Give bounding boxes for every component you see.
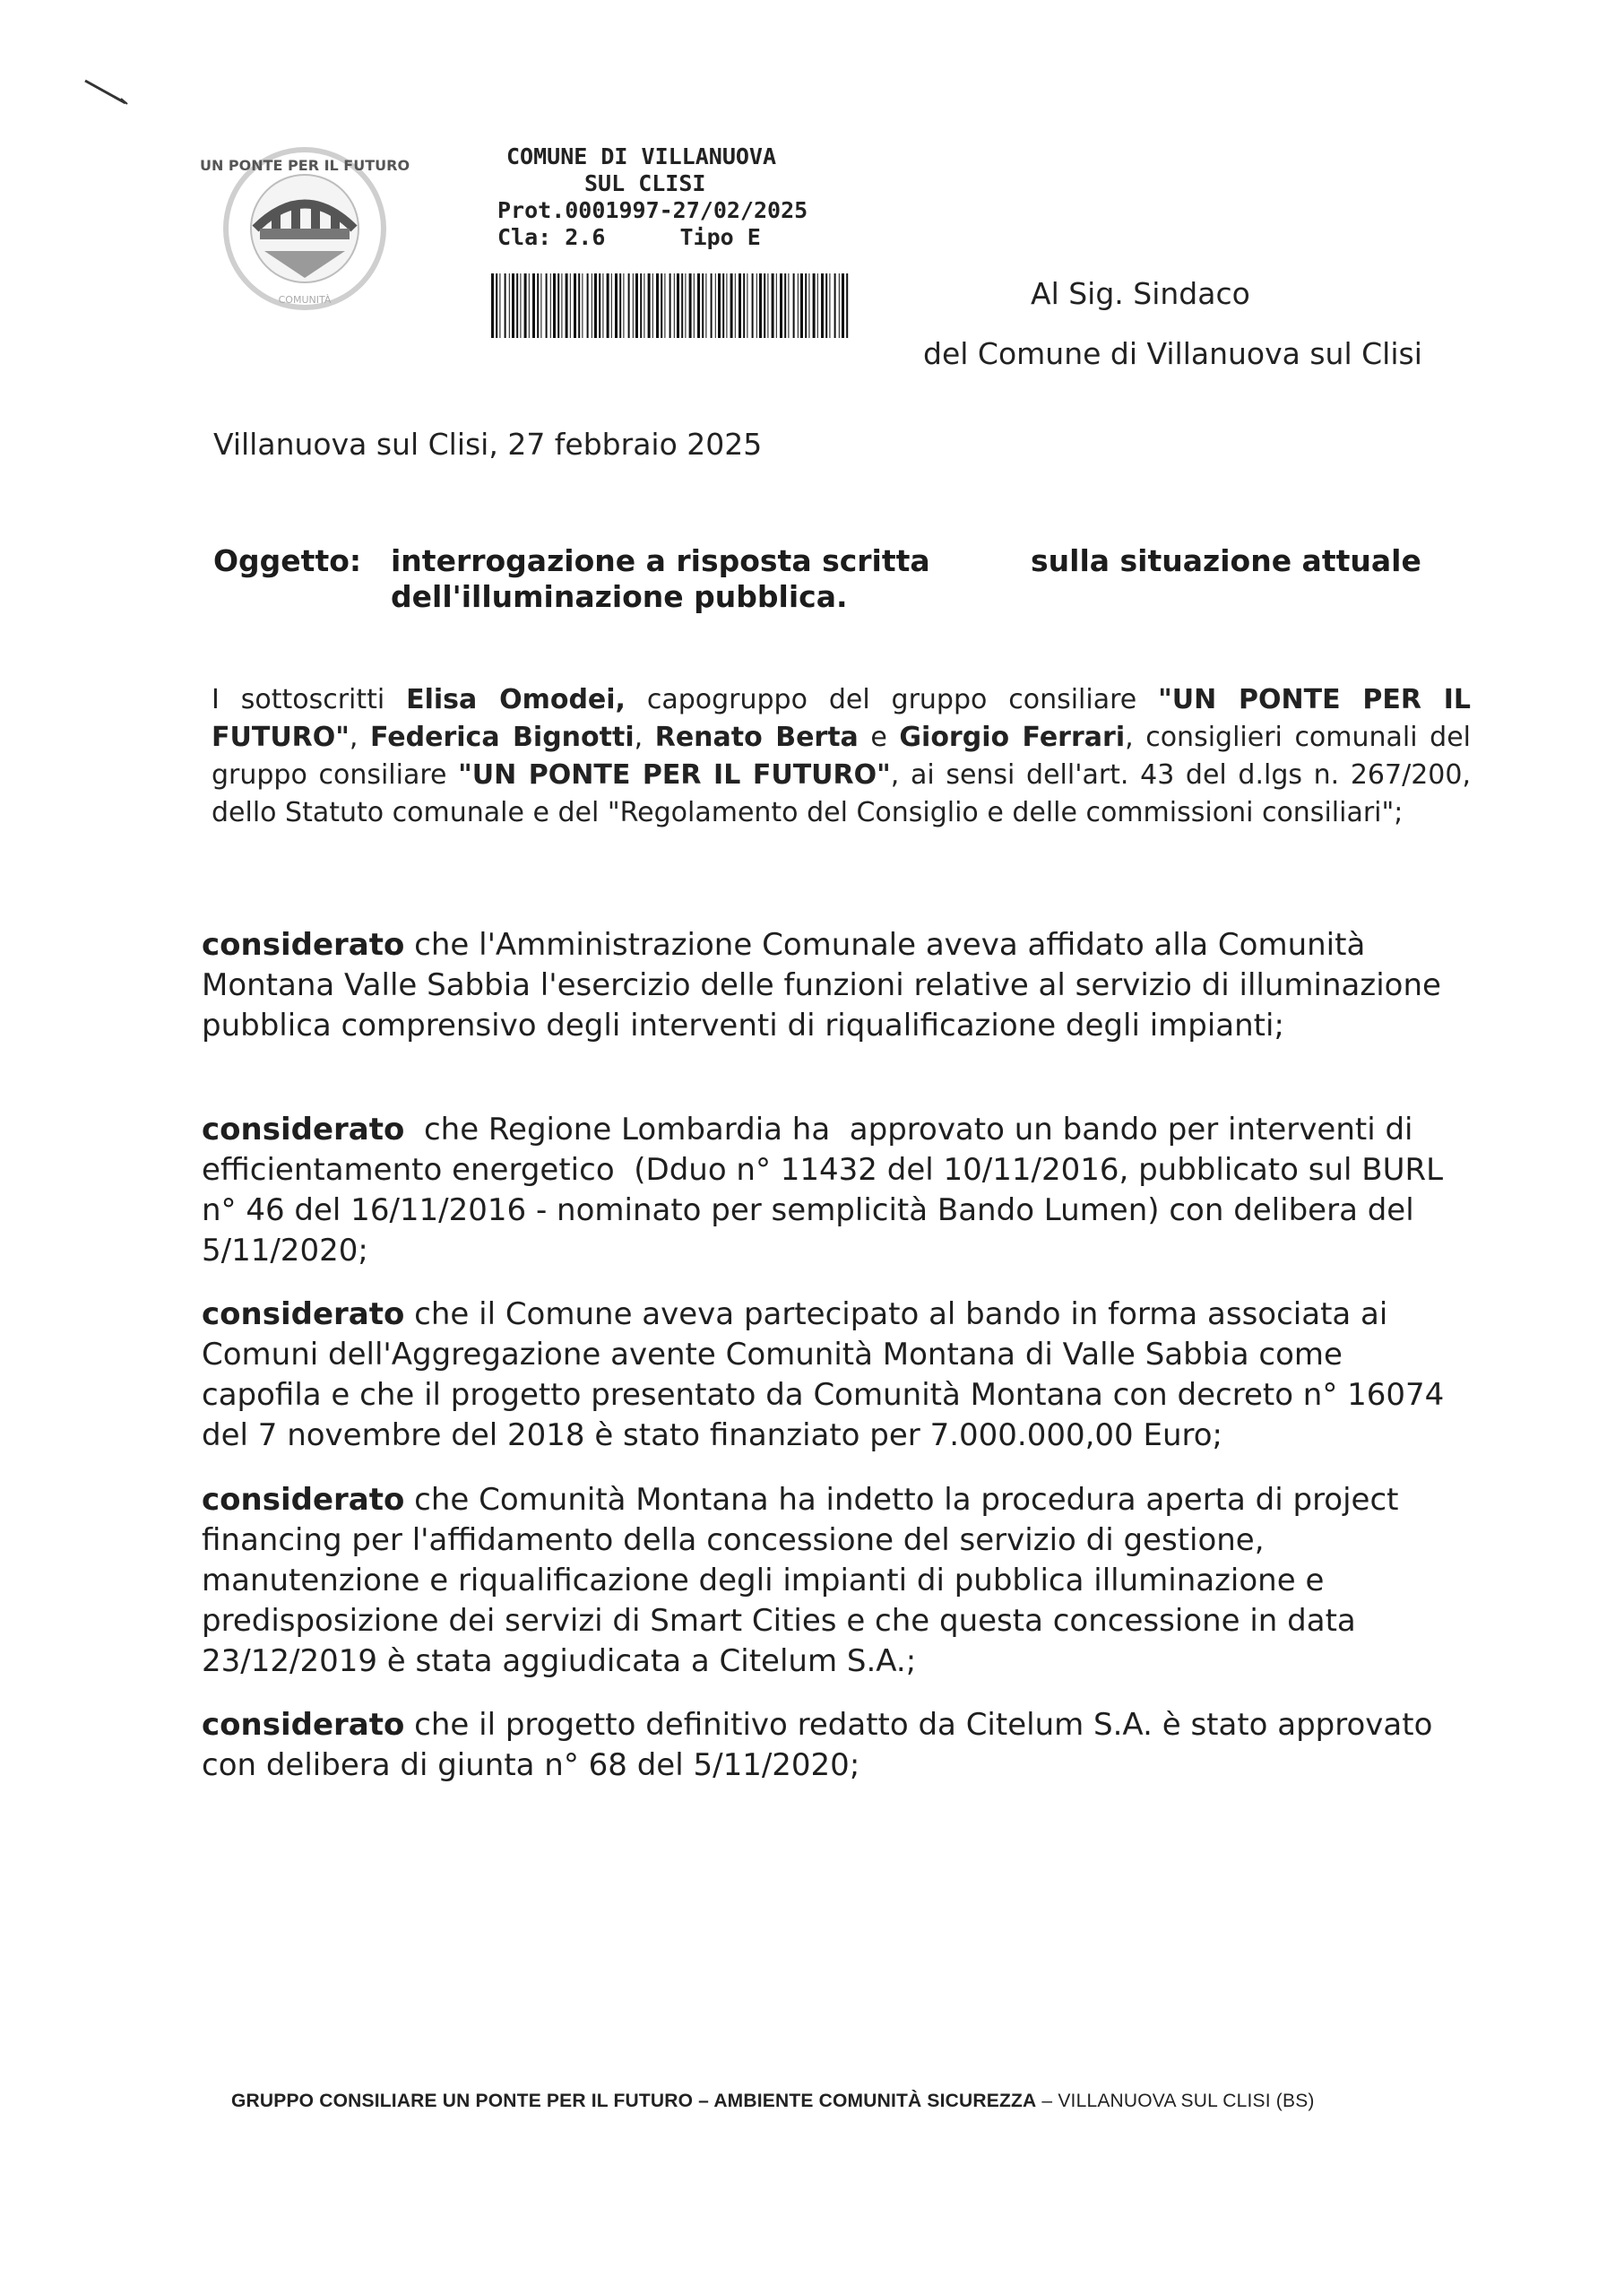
barcode-bar [594, 273, 597, 338]
barcode-bar [722, 273, 724, 338]
stamp-protocol: Prot.0001997-27/02/2025 [497, 197, 808, 223]
barcode-bar [756, 273, 757, 338]
paragraph-lead: considerato [202, 927, 405, 963]
barcode-bar [711, 273, 713, 338]
subject-text-b: sulla situazione attuale [1031, 543, 1421, 578]
barcode-bar [550, 273, 551, 338]
paragraph-lead: considerato [202, 1482, 405, 1518]
considerato-paragraph [202, 1295, 1456, 1456]
barcode-bar [730, 273, 733, 338]
barcode-bar [784, 273, 786, 338]
barcode-bar [656, 273, 659, 338]
barcode-bar [529, 273, 530, 338]
barcode-bar [611, 273, 612, 338]
barcode-bar [674, 273, 675, 338]
subject-text-c: dell'illuminazione pubblica. [391, 579, 848, 614]
intro-text: , [349, 722, 371, 753]
barcode-bar [540, 273, 541, 338]
barcode-bar [561, 273, 562, 338]
stamp-tipo: Tipo E [679, 224, 761, 250]
paragraph-text: che il progetto definitivo redatto da Citelum S.A. è stato approvato con delibera di giunta n° 68 del 5/11/2020; [202, 1707, 1433, 1783]
barcode-bar [793, 273, 795, 338]
intro-text: e [858, 722, 900, 753]
barcode-bar [648, 273, 651, 338]
recipient-line-1: Al Sig. Sindaco [1031, 276, 1250, 311]
paragraph-text: che l'Amministrazione Comunale aveva affidato alla Comunità Montana Valle Sabbia l'esercizio delle funzioni relative al servizio di illuminazione pubblica comprensivo degli interventi di riqualificazione degli impianti; [202, 927, 1441, 1044]
barcode-bar [512, 273, 514, 338]
barcode-bar [780, 273, 782, 338]
date-line: Villanuova sul Clisi, 27 febbraio 2025 [213, 427, 763, 462]
barcode-bar [628, 273, 630, 338]
barcode-bar [694, 273, 695, 338]
paragraph-lead: considerato [202, 1112, 405, 1148]
barcode-bar [829, 273, 830, 338]
intro-text: capogruppo del gruppo consiliare [625, 684, 1159, 715]
barcode-bar [516, 273, 518, 338]
stamp-line-1: COMUNE DI VILLANUOVA [506, 143, 777, 169]
barcode-bar [846, 273, 848, 338]
signer-name: Federica Bignotti [370, 722, 635, 753]
paragraph-text: che Comunità Montana ha indetto la procedura aperta di project financing per l'affidamento della concessione del servizio di gestione, manutenzione e riqualificazione degli impianti di pubblica illuminazione e predisposizione dei servizi di Smart Cities e che questa concessione in data 23/12/2019 è stata aggiudicata a Citelum S.A.; [202, 1482, 1399, 1679]
signer-name: Renato Berta [654, 722, 859, 753]
barcode-bar [697, 273, 700, 338]
barcode-bar [800, 273, 803, 338]
barcode-bar [607, 273, 609, 338]
barcode-bar [664, 273, 665, 338]
barcode-bar [623, 273, 624, 338]
barcode-bar [599, 273, 600, 338]
barcode-bar [602, 273, 603, 338]
paragraph-text: che il Comune aveva partecipato al bando in forma associata ai Comuni dell'Aggregazione avente Comunità Montana di Valle Sabbia come capofila e che il progetto presentato da Comunità Montana con decreto n° 16074 del 7 novembre del 2018 è stato finanziato per 7.000.000,00 Euro; [202, 1296, 1445, 1453]
intro-text: , ai sensi dell'art. 43 del d.lgs n. 267/200, dello Statuto comunale e del "Regolamento del Consiglio e delle commissioni consiliari"; [212, 759, 1472, 828]
barcode-bar [491, 273, 494, 338]
group-name: "UN PONTE PER IL FUTURO" [458, 759, 891, 791]
barcode-bar [578, 273, 580, 338]
barcode-bar [505, 273, 506, 338]
subject-label: Oggetto: [213, 543, 362, 578]
stamp-cla: Cla: 2.6 [497, 224, 606, 250]
considerato-paragraph [202, 1110, 1456, 1271]
barcode-bar [767, 273, 768, 338]
footer-normal: – VILLANUOVA SUL CLISI (BS) [1036, 2091, 1315, 2111]
barcode-bar [772, 273, 774, 338]
barcode-bar [726, 273, 727, 338]
barcode-bar [509, 273, 510, 338]
barcode-bar [574, 273, 576, 338]
barcode-bar [587, 273, 589, 338]
svg-text:COMUNITÀ: COMUNITÀ [278, 294, 332, 306]
barcode-bar [743, 273, 745, 338]
barcode-bar [825, 273, 827, 338]
barcode-bar [834, 273, 836, 338]
barcode-bar [520, 273, 521, 338]
barcode-bar [677, 273, 679, 338]
barcode-bar [635, 273, 638, 338]
barcode-bar [582, 273, 583, 338]
subject-text-a: interrogazione a risposta scritta [391, 543, 930, 578]
scan-mark-icon [81, 72, 134, 108]
barcode-bar [798, 273, 799, 338]
barcode-bar [776, 273, 777, 338]
barcode-icon [491, 273, 850, 338]
barcode-bar [566, 273, 568, 338]
barcode-bar [685, 273, 686, 338]
barcode-bar [702, 273, 704, 338]
signer-name: Elisa Omodei, [406, 684, 626, 715]
paragraph-text: che Regione Lombardia ha approvato un bando per interventi di efficientamento energetico (Dduo n° 11432 del 10/11/2016, pubblicato sul BURL n° 46 del 16/11/2016 - nominato per semplicità Bando Lumen) con delibera del 5/11/2020; [202, 1112, 1453, 1269]
intro-text: , [634, 722, 655, 753]
barcode-bar [718, 273, 721, 338]
barcode-bar [808, 273, 809, 338]
stamp-line-2: SUL CLISI [584, 170, 706, 196]
barcode-bar [821, 273, 824, 338]
paragraph-lead: considerato [202, 1707, 405, 1743]
barcode-bar [499, 273, 500, 338]
protocol-stamp [497, 143, 856, 251]
barcode-bar [633, 273, 634, 338]
svg-text:UN PONTE PER IL FUTURO: UN PONTE PER IL FUTURO [199, 157, 410, 174]
barcode-bar [615, 273, 618, 338]
barcode-bar [537, 273, 539, 338]
barcode-bar [842, 273, 844, 338]
barcode-bar [759, 273, 762, 338]
page-footer [231, 2091, 1315, 2112]
barcode-bar [496, 273, 497, 338]
considerato-paragraph [202, 1480, 1456, 1682]
barcode-bar [705, 273, 706, 338]
footer-bold: GRUPPO CONSILIARE UN PONTE PER IL FUTURO – AMBIENTE COMUNITÀ SICUREZZA [231, 2091, 1037, 2111]
barcode-bar [739, 273, 741, 338]
barcode-bar [546, 273, 548, 338]
barcode-bar [640, 273, 642, 338]
barcode-bar [652, 273, 653, 338]
considerato-paragraph [202, 925, 1456, 1046]
barcode-bar [661, 273, 662, 338]
barcode-bar [788, 273, 789, 338]
barcode-bar [839, 273, 840, 338]
signer-name: Giorgio Ferrari [899, 722, 1126, 753]
barcode-bar [669, 273, 671, 338]
barcode-bar [619, 273, 621, 338]
barcode-bar [805, 273, 807, 338]
barcode-bar [817, 273, 818, 338]
barcode-bar [570, 273, 571, 338]
un-ponte-per-il-futuro-logo [199, 143, 410, 314]
barcode-bar [553, 273, 556, 338]
barcode-bar [715, 273, 716, 338]
group-name: "UN PONTE PER IL FUTURO" [212, 684, 1471, 753]
paragraph-lead: considerato [202, 1296, 405, 1332]
barcode-bar [681, 273, 683, 338]
barcode-bar [689, 273, 692, 338]
considerato-paragraph [202, 1705, 1456, 1786]
barcode-bar [524, 273, 527, 338]
recipient-line-2: del Comune di Villanuova sul Clisi [923, 336, 1422, 371]
barcode-bar [557, 273, 559, 338]
barcode-bar [752, 273, 754, 338]
barcode-bar [813, 273, 816, 338]
stamp-classification [497, 224, 856, 251]
barcode-bar [735, 273, 736, 338]
subject-block [213, 543, 1468, 615]
barcode-bar [764, 273, 765, 338]
intro-text: , consiglieri comunali del gruppo consiliare [212, 722, 1471, 791]
intro-paragraph [212, 681, 1471, 832]
intro-text: I sottoscritti [212, 684, 407, 715]
barcode-bar [532, 273, 535, 338]
